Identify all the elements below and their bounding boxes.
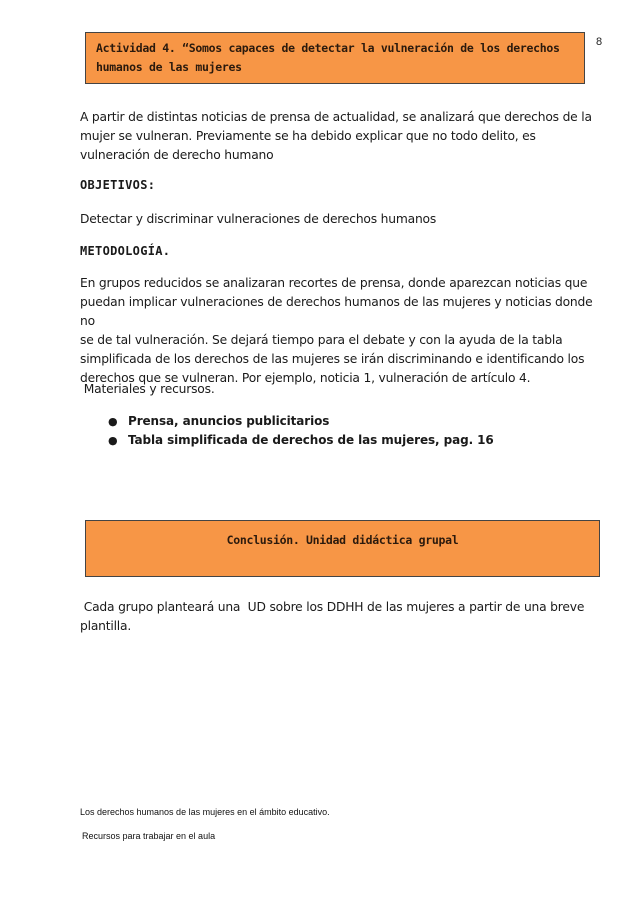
intro-line-1: A partir de distintas noticias de prensa de actualidad, se analizará que derechos de la <box>80 110 592 124</box>
list-item <box>108 431 494 450</box>
footer-line-2: Recursos para trabajar en el aula <box>82 831 216 841</box>
conclusion-title-box <box>85 520 600 577</box>
objectives-text: Detectar y discriminar vulneraciones de derechos humanos <box>80 212 437 226</box>
conclusion-title: Conclusión. Unidad didáctica grupal <box>226 533 459 547</box>
methodology-line-1: En grupos reducidos se analizaran recortes de prensa, donde aparezcan noticias que <box>80 276 588 290</box>
methodology-line-3: se de tal vulneración. Se dejará tiempo para el debate y con la ayuda de la tabla <box>80 333 563 347</box>
methodology-line-2: puedan implicar vulneraciones de derechos humanos de las mujeres y noticias donde no <box>80 295 593 328</box>
footer-line-1: Los derechos humanos de las mujeres en el ámbito educativo. <box>80 807 330 817</box>
intro-paragraph <box>80 108 610 165</box>
page-number: 8 <box>596 36 603 48</box>
material-item-label: Tabla simplificada de derechos de las mujeres, pag. 16 <box>128 433 494 447</box>
activity-title-line-1: Actividad 4. “Somos capaces de detectar la vulneración de los derechos <box>96 41 560 55</box>
list-item <box>108 412 494 431</box>
intro-line-2: mujer se vulneran. Previamente se ha debido explicar que no todo delito, es <box>80 129 536 143</box>
conclusion-line-1: Cada grupo planteará una UD sobre los DDHH de las mujeres a partir de una breve <box>80 600 585 614</box>
conclusion-paragraph <box>80 598 610 636</box>
intro-line-3: vulneración de derecho humano <box>80 148 274 162</box>
methodology-line-4: simplificada de los derechos de las mujeres se irán discriminando e identificando los <box>80 352 585 366</box>
bullet-icon: ● <box>108 434 118 447</box>
activity-title-line-2: humanos de las mujeres <box>96 60 242 74</box>
objectives-heading: OBJETIVOS: <box>80 178 156 192</box>
conclusion-line-2: plantilla. <box>80 619 132 633</box>
materials-list <box>108 412 494 450</box>
material-item-label: Prensa, anuncios publicitarios <box>128 414 330 428</box>
methodology-paragraph <box>80 274 610 388</box>
materials-label: Materiales y recursos. <box>80 382 215 396</box>
activity-title-box <box>85 32 585 84</box>
methodology-line-5: derechos que se vulneran. Por ejemplo, noticia 1, vulneración de artículo 4. <box>80 371 531 385</box>
methodology-heading: METODOLOGÍA. <box>80 244 171 258</box>
bullet-icon: ● <box>108 415 118 428</box>
